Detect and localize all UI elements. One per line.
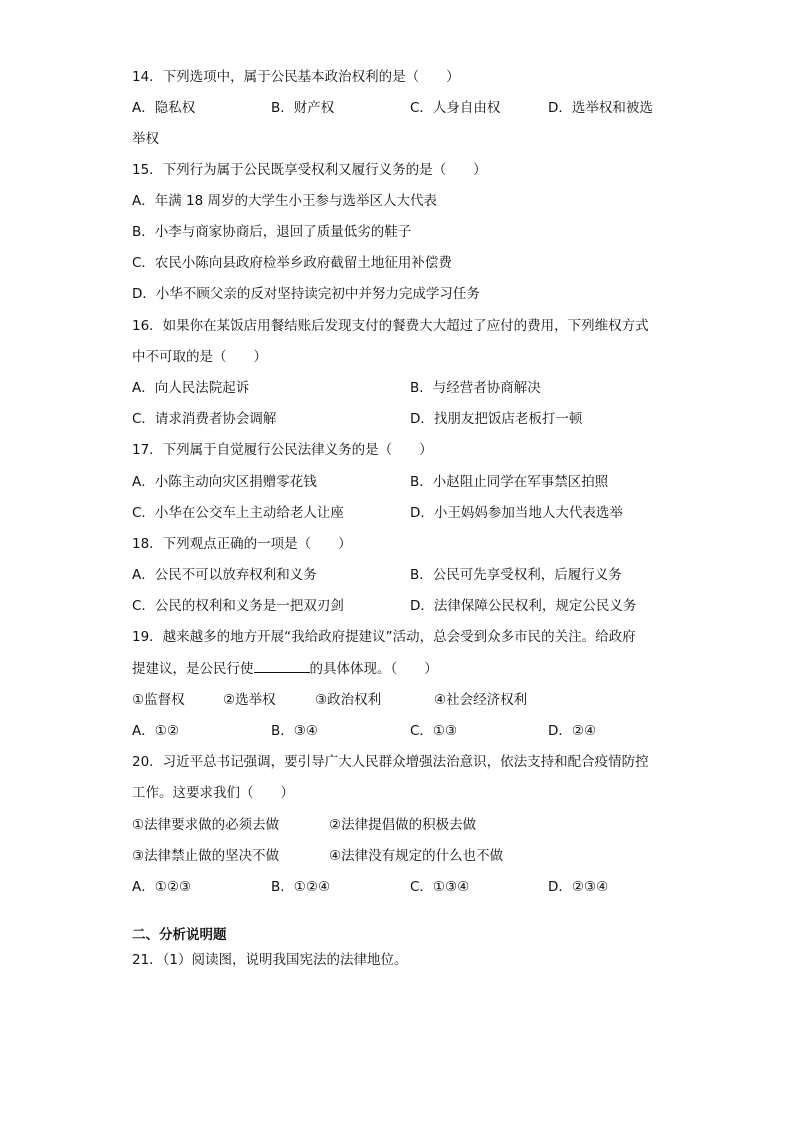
q15-option-a: A．年满 18 周岁的大学生小王参与选举区人大代表 (132, 193, 437, 209)
q18-option-a: A．公民不可以放弃权利和义务 (132, 567, 317, 583)
q15-option-d: D．小华不顾父亲的反对坚持读完初中并努力完成学习任务 (132, 286, 480, 302)
q14-option-d-wrap: 举权 (132, 131, 159, 147)
q20-option-b: B．①②④ (271, 879, 331, 895)
q19-stem-after-blank: 的具体体现。（ ） (309, 661, 438, 677)
section-title: 二、分析说明题 (132, 927, 227, 943)
q19-option-c: C．①③ (410, 723, 458, 739)
q17-option-c: C．小华在公交车上主动给老人让座 (132, 505, 344, 521)
q17-stem: 17．下列属于自觉履行公民法律义务的是（ ） (132, 442, 433, 458)
q17-option-d: D．小王妈妈参加当地人大代表选举 (410, 505, 623, 521)
q18-stem: 18．下列观点正确的一项是（ ） (132, 536, 352, 552)
q16-option-a: A．向人民法院起诉 (132, 380, 250, 396)
fill-in-blank (254, 658, 310, 673)
q20-option-d: D．②③④ (548, 879, 609, 895)
q19-stem-before-blank: 提建议，是公民行使 (132, 661, 254, 677)
q19-item-1: ①监督权 (132, 692, 185, 708)
q15-option-c: C．农民小陈向县政府检举乡政府截留土地征用补偿费 (132, 255, 452, 271)
q16-option-d: D．找朋友把饭店老板打一顿 (410, 411, 583, 427)
q20-option-a: A．①②③ (132, 879, 192, 895)
q19-stem-line2 (132, 658, 438, 679)
q14-option-d: D．选举权和被选 (548, 100, 653, 116)
q20-stem-line1: 20．习近平总书记强调，要引导广大人民群众增强法治意识，依法支持和配合疫情防控 (132, 754, 649, 770)
q19-option-b: B．③④ (271, 723, 318, 739)
q20-item-1: ①法律要求做的必须去做 (132, 817, 280, 833)
q21-stem: 21．（1）阅读图，说明我国宪法的法律地位。 (132, 952, 408, 968)
q17-option-b: B．小赵阻止同学在军事禁区拍照 (410, 474, 609, 490)
q14-option-a: A．隐私权 (132, 100, 196, 116)
q20-option-c: C．①③④ (410, 879, 470, 895)
q20-item-3: ③法律禁止做的坚决不做 (132, 848, 280, 864)
q20-item-2: ②法律提倡做的积极去做 (329, 817, 477, 833)
q14-stem: 14．下列选项中，属于公民基本政治权利的是（ ） (132, 69, 460, 85)
q20-stem-line2: 工作。这要求我们（ ） (132, 785, 294, 801)
q16-option-c: C．请求消费者协会调解 (132, 411, 277, 427)
q15-stem: 15．下列行为属于公民既享受权利又履行义务的是（ ） (132, 162, 487, 178)
q18-option-d: D．法律保障公民权利，规定公民义务 (410, 598, 637, 614)
q18-option-c: C．公民的权利和义务是一把双刃剑 (132, 598, 344, 614)
q19-item-4: ④社会经济权利 (434, 692, 528, 708)
q19-item-3: ③政治权利 (315, 692, 382, 708)
q18-option-b: B．公民可先享受权利，后履行义务 (410, 567, 622, 583)
q17-option-a: A．小陈主动向灾区捐赠零花钱 (132, 474, 317, 490)
q16-stem-line2: 中不可取的是（ ） (132, 349, 267, 365)
q20-item-4: ④法律没有规定的什么也不做 (329, 848, 504, 864)
q19-item-2: ②选举权 (223, 692, 276, 708)
q16-option-b: B．与经营者协商解决 (410, 380, 541, 396)
q19-option-d: D．②④ (548, 723, 597, 739)
q14-option-b: B．财产权 (271, 100, 335, 116)
q19-option-a: A．①② (132, 723, 179, 739)
q14-option-c: C．人身自由权 (410, 100, 501, 116)
q15-option-b: B．小李与商家协商后，退回了质量低劣的鞋子 (132, 224, 412, 240)
q16-stem-line1: 16．如果你在某饭店用餐结账后发现支付的餐费大大超过了应付的费用，下列维权方式 (132, 318, 649, 334)
q19-stem-line1: 19．越来越多的地方开展“我给政府提建议”活动，总会受到众多市民的关注。给政府 (132, 629, 636, 645)
